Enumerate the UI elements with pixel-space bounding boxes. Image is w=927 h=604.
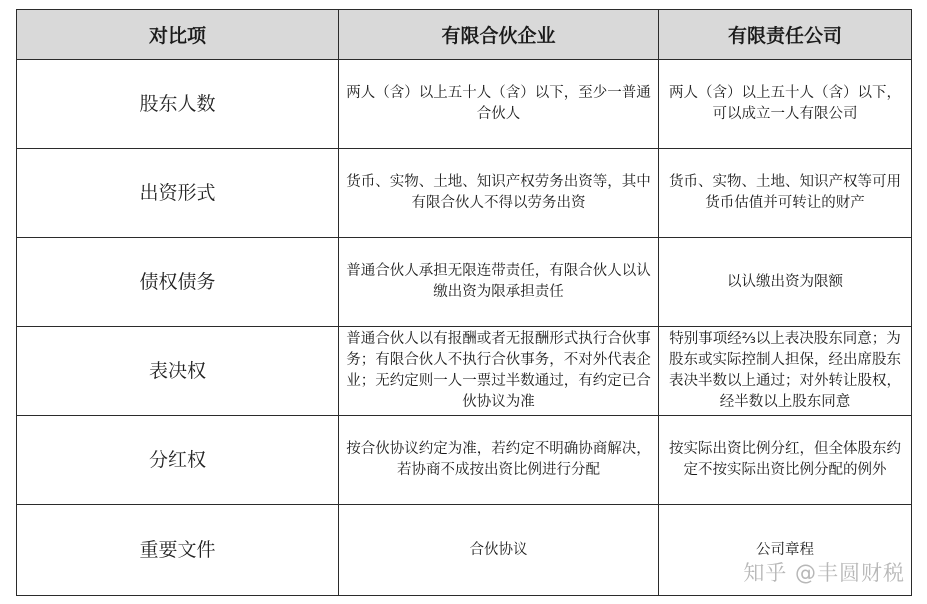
table-row	[17, 149, 912, 238]
company-cell: 特别事项经⅔以上表决股东同意；为股东或实际控制人担保，经出席股东表决半数以上通过；对外转让股权，经半数以上股东同意	[659, 327, 912, 416]
table-row	[17, 238, 912, 327]
row-label: 债权债务	[17, 238, 339, 327]
partnership-cell: 普通合伙人承担无限连带责任，有限合伙人以认缴出资为限承担责任	[339, 238, 659, 327]
company-cell: 以认缴出资为限额	[659, 238, 912, 327]
partnership-cell: 按合伙协议约定为准，若约定不明确协商解决，若协商不成按出资比例进行分配	[339, 416, 659, 505]
table-header-row	[17, 10, 912, 60]
partnership-cell: 货币、实物、土地、知识产权劳务出资等，其中有限合伙人不得以劳务出资	[339, 149, 659, 238]
watermark-text: 知乎 @丰圆财税	[743, 561, 905, 585]
header-limited-liability-company: 有限责任公司	[659, 10, 912, 60]
table-row	[17, 505, 912, 596]
comparison-table-container	[16, 9, 911, 591]
header-comparison-item: 对比项	[17, 10, 339, 60]
company-cell: 货币、实物、土地、知识产权等可用货币估值并可转让的财产	[659, 149, 912, 238]
row-label: 表决权	[17, 327, 339, 416]
row-label: 股东人数	[17, 60, 339, 149]
row-label: 出资形式	[17, 149, 339, 238]
header-limited-partnership: 有限合伙企业	[339, 10, 659, 60]
partnership-cell: 两人（含）以上五十人（含）以下，至少一普通合伙人	[339, 60, 659, 149]
company-cell: 公司章程	[659, 505, 912, 596]
row-label: 重要文件	[17, 505, 339, 596]
company-cell: 按实际出资比例分红，但全体股东约定不按实际出资比例分配的例外	[659, 416, 912, 505]
comparison-table	[16, 9, 912, 596]
partnership-cell: 合伙协议	[339, 505, 659, 596]
partnership-cell: 普通合伙人以有报酬或者无报酬形式执行合伙事务；有限合伙人不执行合伙事务，不对外代表企业；无约定则一人一票过半数通过，有约定已合伙协议为准	[339, 327, 659, 416]
table-row	[17, 327, 912, 416]
row-label: 分红权	[17, 416, 339, 505]
table-row	[17, 60, 912, 149]
company-cell: 两人（含）以上五十人（含）以下，可以成立一人有限公司	[659, 60, 912, 149]
table-row	[17, 416, 912, 505]
